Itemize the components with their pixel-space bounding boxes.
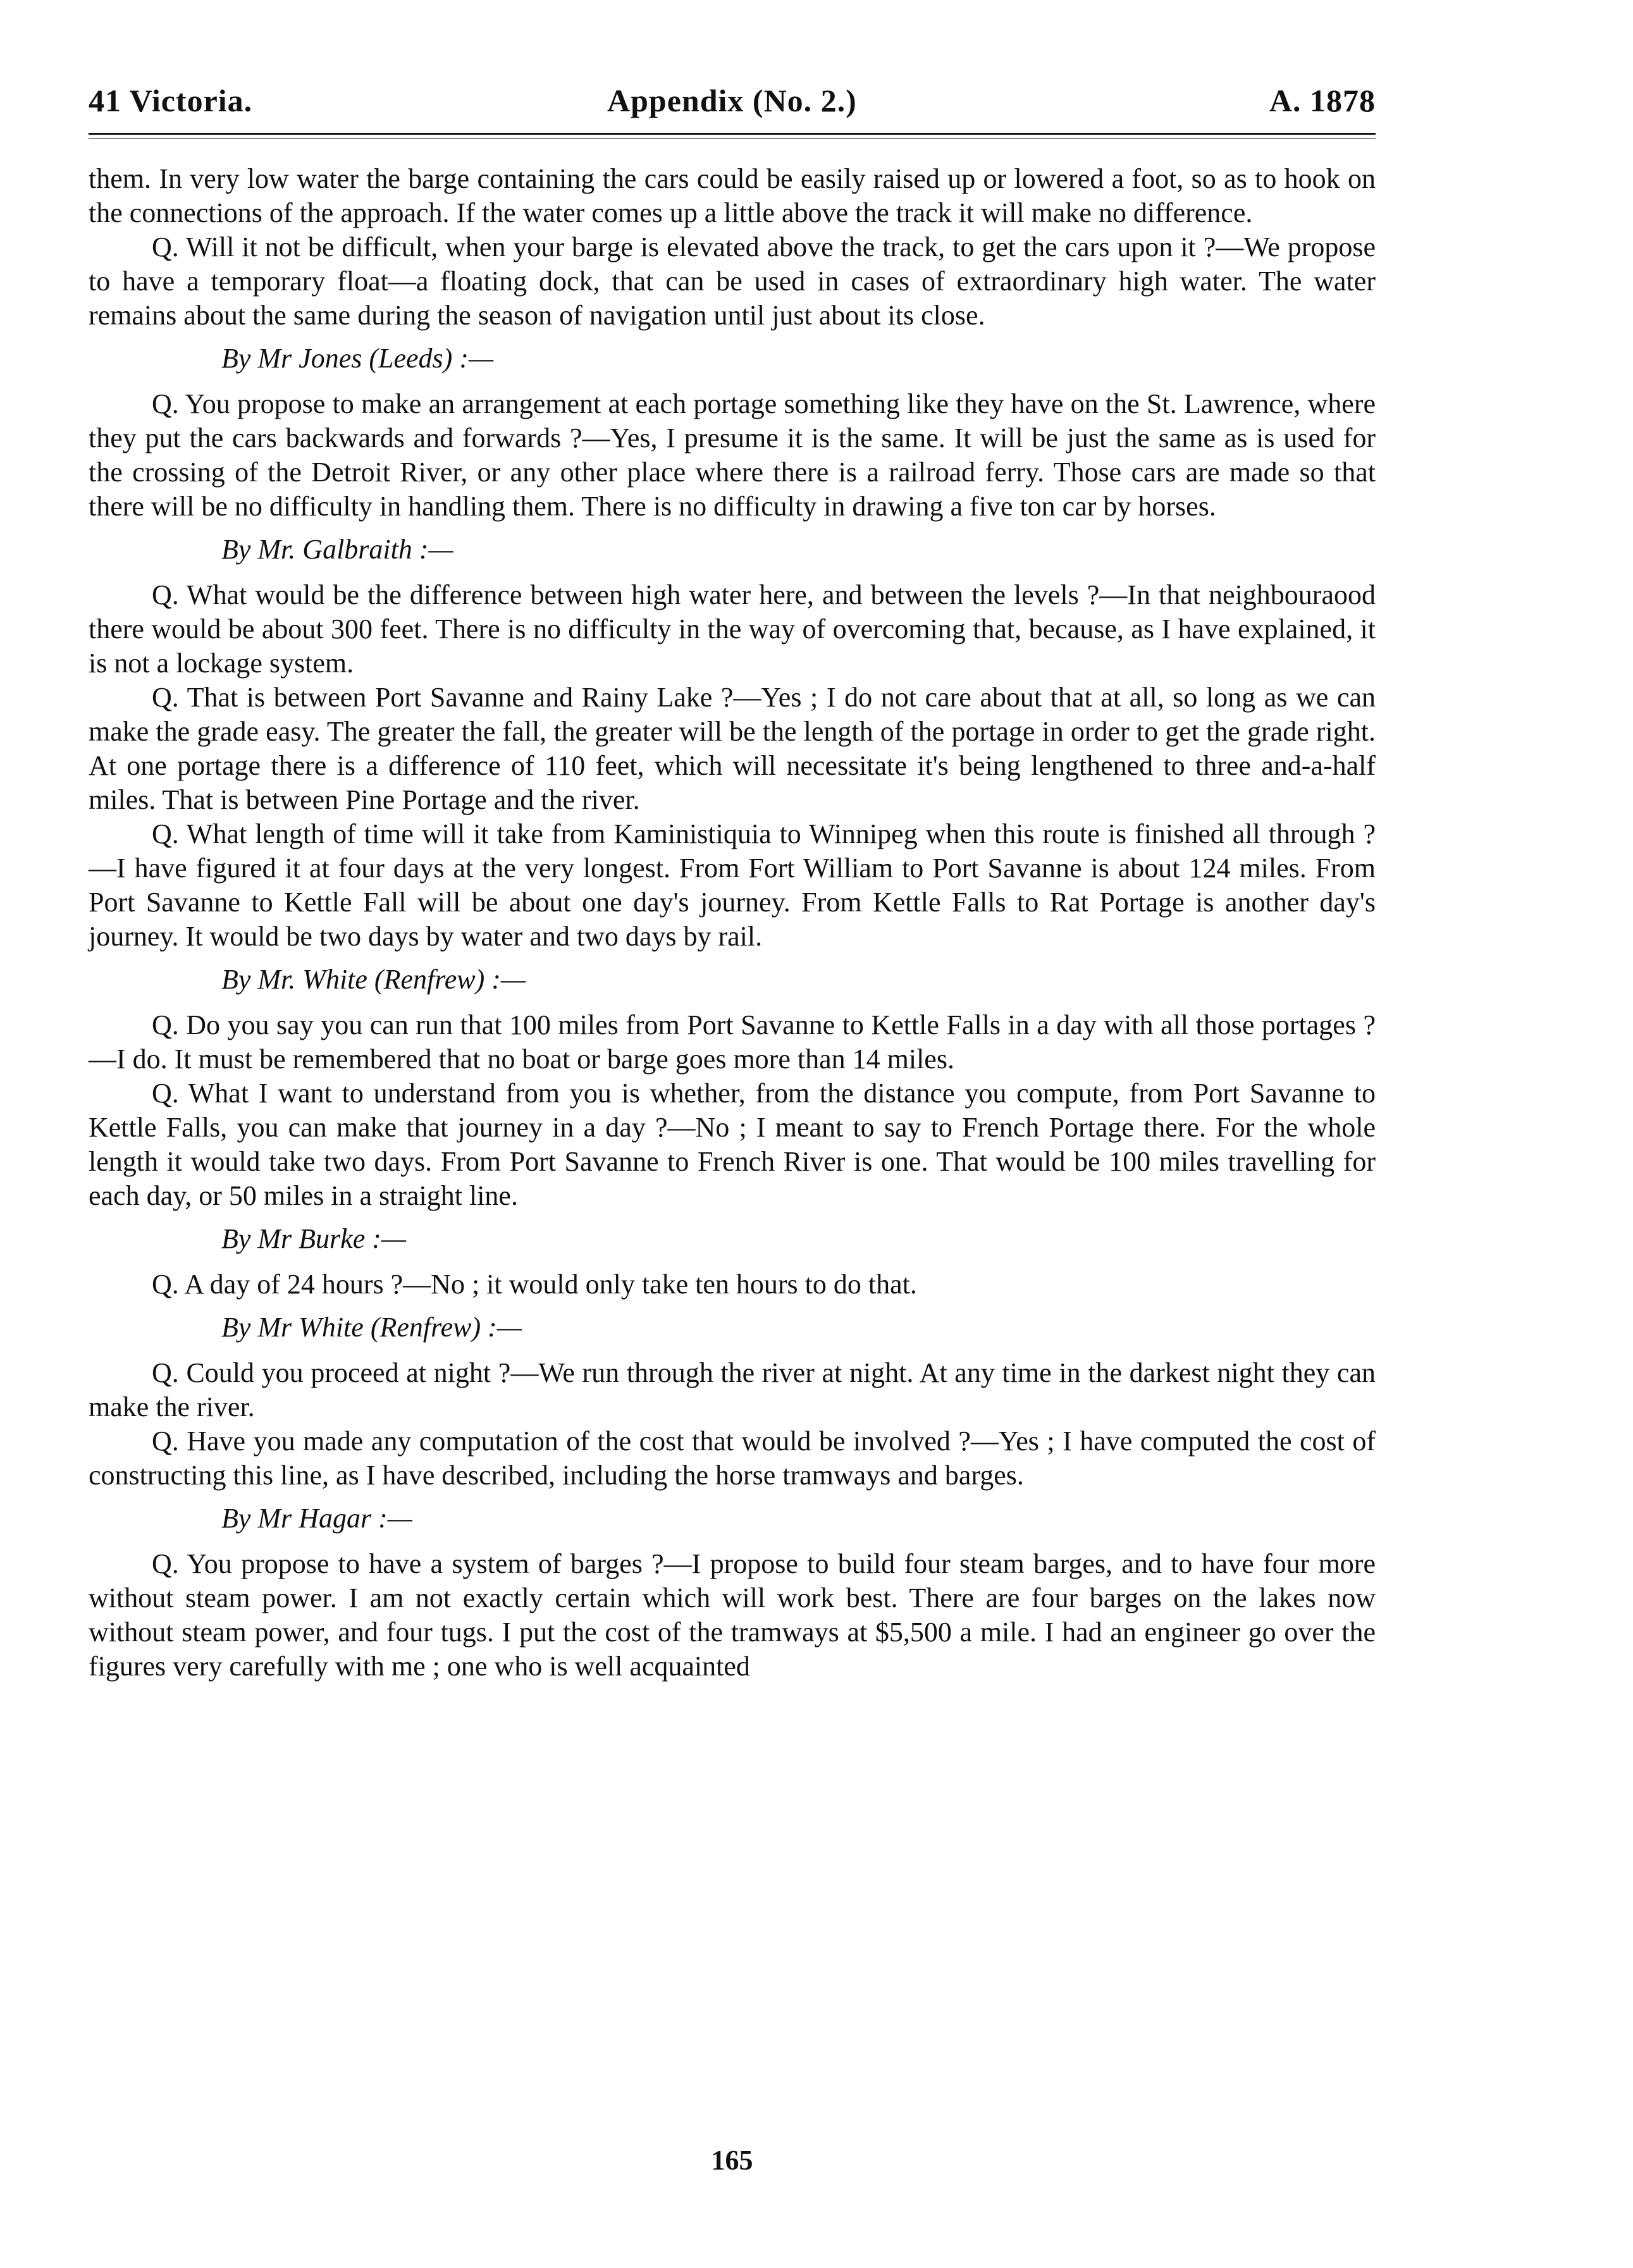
question-paragraph: Q. Will it not be difficult, when your barge is elevated above the track, to get the cars upon it ?—We propose to have a temporary float—a floating dock, that can be used in cases of extraordinary high water. The water remains about the same during the season of navigation until just about its close. [89, 231, 1376, 331]
header-year: A. 1878 [1269, 83, 1376, 118]
question-paragraph: Q. Have you made any computation of the cost that would be involved ?—Yes ; I have computed the cost of constructing this line, as I have described, including the horse tramways and barges. [89, 1426, 1376, 1491]
speaker-heading: By Mr Jones (Leeds) :— [221, 343, 494, 374]
question-paragraph: Q. A day of 24 hours ?—No ; it would only take ten hours to do that. [152, 1269, 917, 1300]
question-paragraph: Q. You propose to make an arrangement at each portage something like they have on the St. Lawrence, where they put the cars backwards and forwards ?—Yes, I presume it is the same. It will be just the same as is used for the crossing of the Detroit River, or any other place where there is a railroad ferry. Those cars are made so that there will be no difficulty in handling them. There is no difficulty in drawing a five ton car by horses. [89, 388, 1376, 522]
document-body [89, 162, 1376, 1684]
continuation-paragraph: them. In very low water the barge containing the cars could be easily raised up or lowered a foot, so as to hook on the connections of the approach. If the water comes up a little above the track it will make no difference. [89, 163, 1376, 228]
running-header [89, 70, 1376, 126]
question-paragraph: Q. That is between Port Savanne and Rainy Lake ?—Yes ; I do not care about that at all, so long as we can make the grade easy. The greater the fall, the greater will be the length of the portage in order to get the grade right. At one portage there is a difference of 110 feet, which will necessitate it's being lengthened to three and-a-half miles. That is between Pine Portage and the river. [89, 682, 1376, 815]
question-paragraph: Q. What would be the difference between high water here, and between the levels ?—In that neighbouraood there would be about 300 feet. There is no difficulty in the way of overcoming that, because, as I have explained, it is not a lockage system. [89, 579, 1376, 679]
header-session: 41 Victoria. [89, 83, 253, 118]
question-paragraph: Q. Do you say you can run that 100 miles from Port Savanne to Kettle Falls in a day with all those portages ?—I do. It must be remembered that no boat or barge goes more than 14 miles. [89, 1009, 1376, 1075]
speaker-heading: By Mr. White (Renfrew) :— [221, 964, 526, 995]
question-paragraph: Q. You propose to have a system of barges ?—I propose to build four steam barges, and to have four more without steam power. I am not exactly certain which will work best. There are four barges on the lakes now without steam power, and four tugs. I put the cost of the tramways at $5,500 a mile. I had an engineer go over the figures very carefully with me ; one who is well acquainted [89, 1548, 1376, 1682]
question-paragraph: Q. What I want to understand from you is whether, from the distance you compute, from Port Savanne to Kettle Falls, you can make that journey in a day ?—No ; I meant to say to French Portage there. For the whole length it would take two days. From Port Savanne to French River is one. That would be 100 miles travelling for each day, or 50 miles in a straight line. [89, 1078, 1376, 1211]
document-page [89, 70, 1376, 2176]
speaker-heading: By Mr. Galbraith :— [221, 534, 453, 565]
header-appendix: Appendix (No. 2.) [607, 83, 857, 118]
speaker-heading: By Mr White (Renfrew) :— [221, 1312, 522, 1343]
header-rule [89, 133, 1376, 139]
speaker-heading: By Mr Burke :— [221, 1223, 407, 1254]
question-paragraph: Q. Could you proceed at night ?—We run through the river at night. At any time in the darkest night they can make the river. [89, 1357, 1376, 1422]
question-paragraph: Q. What length of time will it take from Kaministiquia to Winnipeg when this route is finished all through ?—I have figured it at four days at the very longest. From Fort William to Port Savanne is about 124 miles. From Port Savanne to Kettle Fall will be about one day's journey. From Kettle Falls to Rat Portage is another day's journey. It would be two days by water and two days by rail. [89, 818, 1376, 952]
speaker-heading: By Mr Hagar :— [221, 1503, 412, 1534]
page-number: 165 [711, 2145, 753, 2176]
